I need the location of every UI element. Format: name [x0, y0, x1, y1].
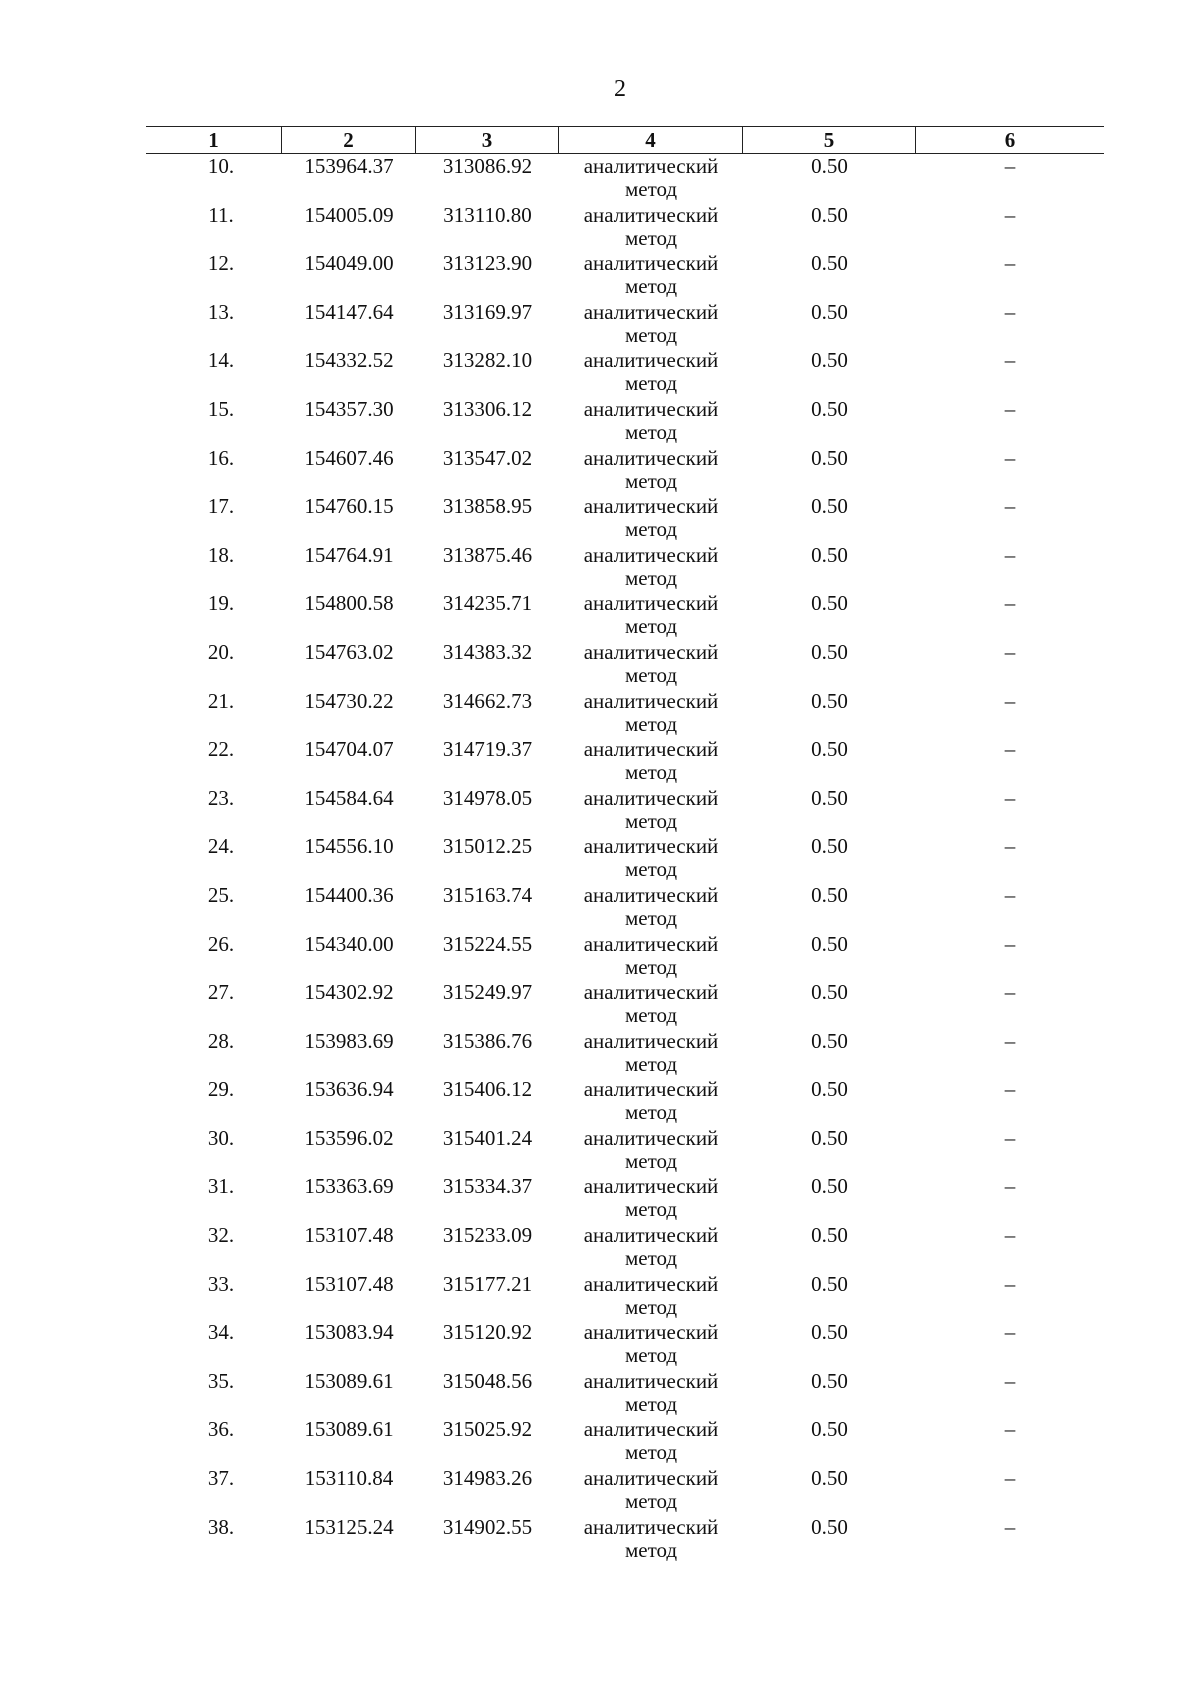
x-coordinate: 153107.48 — [304, 1223, 394, 1248]
y-coordinate: 313858.95 — [442, 494, 533, 519]
note-value: – — [1004, 1417, 1016, 1442]
row-number: 19. — [207, 591, 235, 616]
table-row — [146, 446, 1104, 495]
accuracy-value: 0.50 — [811, 980, 848, 1005]
accuracy-value: 0.50 — [811, 1125, 848, 1150]
method-line-1: аналитический — [583, 445, 719, 470]
method-line-1: аналитический — [583, 688, 719, 713]
method-cell — [559, 251, 743, 300]
note-value: – — [1004, 688, 1016, 713]
method-cell — [559, 397, 743, 446]
accuracy-value: 0.50 — [811, 688, 848, 713]
method-cell — [559, 300, 743, 349]
method-cell — [559, 1466, 743, 1515]
row-number: 36. — [207, 1417, 235, 1442]
method-line-2: метод — [624, 1003, 678, 1028]
accuracy-value: 0.50 — [811, 1320, 848, 1345]
row-number: 12. — [207, 251, 235, 276]
method-cell — [559, 689, 743, 738]
method-cell — [559, 737, 743, 786]
table-row — [146, 1077, 1104, 1126]
note-value: – — [1004, 542, 1016, 567]
table-body — [146, 154, 1104, 1563]
method-cell — [559, 591, 743, 640]
row-number: 21. — [207, 688, 235, 713]
row-number: 11. — [208, 202, 234, 227]
x-coordinate: 153636.94 — [304, 1077, 394, 1102]
x-coordinate: 153089.61 — [304, 1368, 394, 1393]
method-line-2: метод — [624, 1391, 678, 1416]
row-number: 38. — [207, 1514, 235, 1539]
method-line-2: метод — [624, 905, 678, 930]
table-row — [146, 1223, 1104, 1272]
row-number: 17. — [207, 494, 235, 519]
row-number: 32. — [207, 1223, 235, 1248]
row-number: 24. — [207, 834, 235, 859]
y-coordinate: 315406.12 — [442, 1077, 533, 1102]
method-line-2: метод — [624, 371, 678, 396]
column-header-3: 3 — [416, 127, 559, 153]
note-value: – — [1004, 1125, 1016, 1150]
table-row — [146, 1126, 1104, 1175]
row-number: 28. — [207, 1028, 235, 1053]
note-value: – — [1004, 445, 1016, 470]
method-line-2: метод — [624, 225, 678, 250]
note-value: – — [1004, 1466, 1016, 1491]
method-line-2: метод — [624, 1051, 678, 1076]
y-coordinate: 314902.55 — [442, 1514, 533, 1539]
accuracy-value: 0.50 — [811, 882, 848, 907]
accuracy-value: 0.50 — [811, 348, 848, 373]
x-coordinate: 154584.64 — [304, 785, 394, 810]
method-line-2: метод — [624, 177, 678, 201]
x-coordinate: 154760.15 — [304, 494, 394, 519]
accuracy-value: 0.50 — [811, 154, 848, 178]
x-coordinate: 153363.69 — [304, 1174, 394, 1199]
method-line-2: метод — [624, 857, 678, 882]
table-row — [146, 591, 1104, 640]
method-cell — [559, 446, 743, 495]
method-line-1: аналитический — [583, 299, 719, 324]
table-row — [146, 1369, 1104, 1418]
table-row — [146, 1515, 1104, 1564]
x-coordinate: 154764.91 — [304, 542, 394, 567]
note-value: – — [1004, 882, 1016, 907]
note-value: – — [1004, 1514, 1016, 1539]
y-coordinate: 313123.90 — [442, 251, 533, 276]
x-coordinate: 154800.58 — [304, 591, 394, 616]
row-number: 15. — [207, 396, 235, 421]
method-cell — [559, 1077, 743, 1126]
x-coordinate: 154302.92 — [304, 980, 394, 1005]
note-value: – — [1004, 299, 1016, 324]
row-number: 27. — [207, 980, 235, 1005]
note-value: – — [1004, 202, 1016, 227]
y-coordinate: 315224.55 — [442, 931, 533, 956]
y-coordinate: 314978.05 — [442, 785, 533, 810]
row-number: 37. — [207, 1466, 235, 1491]
accuracy-value: 0.50 — [811, 1417, 848, 1442]
method-cell — [559, 154, 743, 203]
y-coordinate: 315163.74 — [442, 882, 533, 907]
method-line-1: аналитический — [583, 1271, 719, 1296]
y-coordinate: 314383.32 — [442, 639, 533, 664]
table-row — [146, 1174, 1104, 1223]
accuracy-value: 0.50 — [811, 1174, 848, 1199]
y-coordinate: 313547.02 — [442, 445, 533, 470]
x-coordinate: 153596.02 — [304, 1125, 394, 1150]
method-line-1: аналитический — [583, 1174, 719, 1199]
method-cell — [559, 980, 743, 1029]
column-header-1: 1 — [146, 127, 282, 153]
row-number: 35. — [207, 1368, 235, 1393]
method-line-1: аналитический — [583, 251, 719, 276]
table-row — [146, 883, 1104, 932]
row-number: 22. — [207, 737, 235, 762]
note-value: – — [1004, 348, 1016, 373]
y-coordinate: 315249.97 — [442, 980, 533, 1005]
y-coordinate: 314662.73 — [442, 688, 533, 713]
note-value: – — [1004, 639, 1016, 664]
y-coordinate: 313086.92 — [442, 154, 533, 178]
method-line-1: аналитический — [583, 639, 719, 664]
method-line-1: аналитический — [583, 1028, 719, 1053]
accuracy-value: 0.50 — [811, 1077, 848, 1102]
note-value: – — [1004, 1174, 1016, 1199]
method-line-2: метод — [624, 1197, 678, 1222]
note-value: – — [1004, 931, 1016, 956]
table-row — [146, 1029, 1104, 1078]
row-number: 26. — [207, 931, 235, 956]
method-line-2: метод — [624, 760, 678, 785]
method-line-1: аналитический — [583, 348, 719, 373]
table-row — [146, 348, 1104, 397]
x-coordinate: 153083.94 — [304, 1320, 394, 1345]
method-line-1: аналитический — [583, 494, 719, 519]
y-coordinate: 314983.26 — [442, 1466, 533, 1491]
table-row — [146, 1272, 1104, 1321]
method-line-2: метод — [624, 808, 678, 833]
accuracy-value: 0.50 — [811, 785, 848, 810]
method-line-1: аналитический — [583, 542, 719, 567]
method-line-1: аналитический — [583, 202, 719, 227]
note-value: – — [1004, 1028, 1016, 1053]
x-coordinate: 154730.22 — [304, 688, 394, 713]
column-header-5: 5 — [743, 127, 916, 153]
y-coordinate: 313875.46 — [442, 542, 533, 567]
table-row — [146, 689, 1104, 738]
accuracy-value: 0.50 — [811, 1028, 848, 1053]
accuracy-value: 0.50 — [811, 1514, 848, 1539]
method-line-1: аналитический — [583, 1368, 719, 1393]
method-line-2: метод — [624, 954, 678, 979]
row-number: 31. — [207, 1174, 235, 1199]
accuracy-value: 0.50 — [811, 931, 848, 956]
method-line-2: метод — [624, 322, 678, 347]
row-number: 29. — [207, 1077, 235, 1102]
note-value: – — [1004, 737, 1016, 762]
row-number: 10. — [207, 154, 235, 178]
note-value: – — [1004, 1077, 1016, 1102]
accuracy-value: 0.50 — [811, 639, 848, 664]
y-coordinate: 315233.09 — [442, 1223, 533, 1248]
note-value: – — [1004, 1368, 1016, 1393]
table-row — [146, 494, 1104, 543]
method-line-1: аналитический — [583, 1417, 719, 1442]
y-coordinate: 315120.92 — [442, 1320, 533, 1345]
x-coordinate: 154332.52 — [304, 348, 394, 373]
table-row — [146, 397, 1104, 446]
table-row — [146, 154, 1104, 203]
method-line-2: метод — [624, 1537, 678, 1562]
method-line-1: аналитический — [583, 154, 719, 178]
method-cell — [559, 834, 743, 883]
method-cell — [559, 1515, 743, 1564]
note-value: – — [1004, 251, 1016, 276]
y-coordinate: 313110.80 — [443, 202, 532, 227]
y-coordinate: 315048.56 — [442, 1368, 533, 1393]
method-cell — [559, 1417, 743, 1466]
method-line-2: метод — [624, 711, 678, 736]
method-line-2: метод — [624, 468, 678, 493]
method-line-2: метод — [624, 614, 678, 639]
table-row — [146, 932, 1104, 981]
x-coordinate: 154763.02 — [304, 639, 394, 664]
method-cell — [559, 932, 743, 981]
row-number: 23. — [207, 785, 235, 810]
x-coordinate: 154005.09 — [304, 202, 394, 227]
note-value: – — [1004, 785, 1016, 810]
row-number: 14. — [207, 348, 235, 373]
x-coordinate: 154357.30 — [304, 396, 394, 421]
table-row — [146, 543, 1104, 592]
method-cell — [559, 348, 743, 397]
table-row — [146, 786, 1104, 835]
method-cell — [559, 1369, 743, 1418]
method-line-1: аналитический — [583, 785, 719, 810]
table-row — [146, 1320, 1104, 1369]
x-coordinate: 154049.00 — [304, 251, 394, 276]
row-number: 16. — [207, 445, 235, 470]
method-line-2: метод — [624, 517, 678, 542]
method-line-1: аналитический — [583, 1320, 719, 1345]
method-cell — [559, 640, 743, 689]
x-coordinate: 154400.36 — [304, 882, 394, 907]
method-line-2: метод — [624, 274, 678, 299]
accuracy-value: 0.50 — [811, 202, 848, 227]
method-cell — [559, 203, 743, 252]
x-coordinate: 154147.64 — [304, 299, 394, 324]
table-row — [146, 640, 1104, 689]
column-header-2: 2 — [282, 127, 416, 153]
table-row — [146, 251, 1104, 300]
accuracy-value: 0.50 — [811, 396, 848, 421]
method-line-2: метод — [624, 1100, 678, 1125]
row-number: 13. — [207, 299, 235, 324]
x-coordinate: 153964.37 — [304, 154, 394, 178]
note-value: – — [1004, 591, 1016, 616]
x-coordinate: 153125.24 — [304, 1514, 394, 1539]
y-coordinate: 313306.12 — [442, 396, 533, 421]
table-row — [146, 737, 1104, 786]
accuracy-value: 0.50 — [811, 1368, 848, 1393]
column-header-6: 6 — [1004, 128, 1016, 152]
table-row — [146, 203, 1104, 252]
method-line-1: аналитический — [583, 396, 719, 421]
method-line-1: аналитический — [583, 931, 719, 956]
y-coordinate: 315386.76 — [442, 1028, 533, 1053]
row-number: 33. — [207, 1271, 235, 1296]
y-coordinate: 315012.25 — [442, 834, 533, 859]
accuracy-value: 0.50 — [811, 1223, 848, 1248]
y-coordinate: 315401.24 — [442, 1125, 533, 1150]
x-coordinate: 154607.46 — [304, 445, 394, 470]
x-coordinate: 154340.00 — [304, 931, 394, 956]
table-row — [146, 300, 1104, 349]
method-line-2: метод — [624, 565, 678, 590]
method-cell — [559, 1320, 743, 1369]
method-line-2: метод — [624, 1246, 678, 1271]
accuracy-value: 0.50 — [811, 542, 848, 567]
method-line-1: аналитический — [583, 1466, 719, 1491]
page-number: 2 — [614, 76, 626, 102]
x-coordinate: 154704.07 — [304, 737, 394, 762]
x-coordinate: 153110.84 — [304, 1466, 394, 1491]
method-cell — [559, 786, 743, 835]
method-cell — [559, 1223, 743, 1272]
method-cell — [559, 1029, 743, 1078]
accuracy-value: 0.50 — [811, 1271, 848, 1296]
row-number: 30. — [207, 1125, 235, 1150]
y-coordinate: 313169.97 — [442, 299, 533, 324]
method-cell — [559, 1174, 743, 1223]
method-cell — [559, 1126, 743, 1175]
method-line-1: аналитический — [583, 882, 719, 907]
method-line-2: метод — [624, 1148, 678, 1173]
accuracy-value: 0.50 — [811, 251, 848, 276]
note-value: – — [1004, 1223, 1016, 1248]
note-value: – — [1004, 396, 1016, 421]
method-line-2: метод — [624, 1294, 678, 1319]
x-coordinate: 153107.48 — [304, 1271, 394, 1296]
row-number: 18. — [207, 542, 235, 567]
method-line-1: аналитический — [583, 834, 719, 859]
method-line-2: метод — [624, 1489, 678, 1514]
y-coordinate: 313282.10 — [442, 348, 533, 373]
method-line-2: метод — [624, 662, 678, 687]
note-value: – — [1004, 1271, 1016, 1296]
method-line-1: аналитический — [583, 737, 719, 762]
row-number: 25. — [207, 882, 235, 907]
method-cell — [559, 1272, 743, 1321]
accuracy-value: 0.50 — [811, 737, 848, 762]
method-line-2: метод — [624, 419, 678, 444]
note-value: – — [1004, 494, 1016, 519]
note-value: – — [1004, 980, 1016, 1005]
method-line-2: метод — [624, 1440, 678, 1465]
note-value: – — [1004, 834, 1016, 859]
x-coordinate: 153089.61 — [304, 1417, 394, 1442]
method-line-1: аналитический — [583, 1514, 719, 1539]
method-cell — [559, 883, 743, 932]
table-header-row — [146, 126, 1104, 154]
method-line-1: аналитический — [583, 1223, 719, 1248]
note-value: – — [1004, 154, 1016, 178]
accuracy-value: 0.50 — [811, 1466, 848, 1491]
accuracy-value: 0.50 — [811, 494, 848, 519]
method-line-1: аналитический — [583, 591, 719, 616]
method-line-1: аналитический — [583, 1125, 719, 1150]
accuracy-value: 0.50 — [811, 445, 848, 470]
x-coordinate: 153983.69 — [304, 1028, 394, 1053]
method-cell — [559, 494, 743, 543]
y-coordinate: 315025.92 — [442, 1417, 533, 1442]
y-coordinate: 315177.21 — [442, 1271, 533, 1296]
table-row — [146, 1466, 1104, 1515]
row-number: 20. — [207, 639, 235, 664]
method-line-2: метод — [624, 1343, 678, 1368]
table-row — [146, 834, 1104, 883]
coordinates-table — [146, 126, 1104, 1563]
method-line-1: аналитический — [583, 1077, 719, 1102]
note-value: – — [1004, 1320, 1016, 1345]
accuracy-value: 0.50 — [811, 834, 848, 859]
column-header-4: 4 — [559, 127, 743, 153]
accuracy-value: 0.50 — [811, 299, 848, 324]
table-row — [146, 980, 1104, 1029]
method-line-1: аналитический — [583, 980, 719, 1005]
y-coordinate: 314719.37 — [442, 737, 533, 762]
method-cell — [559, 543, 743, 592]
accuracy-value: 0.50 — [811, 591, 848, 616]
y-coordinate: 314235.71 — [442, 591, 533, 616]
table-row — [146, 1417, 1104, 1466]
x-coordinate: 154556.10 — [304, 834, 394, 859]
row-number: 34. — [207, 1320, 235, 1345]
y-coordinate: 315334.37 — [442, 1174, 533, 1199]
